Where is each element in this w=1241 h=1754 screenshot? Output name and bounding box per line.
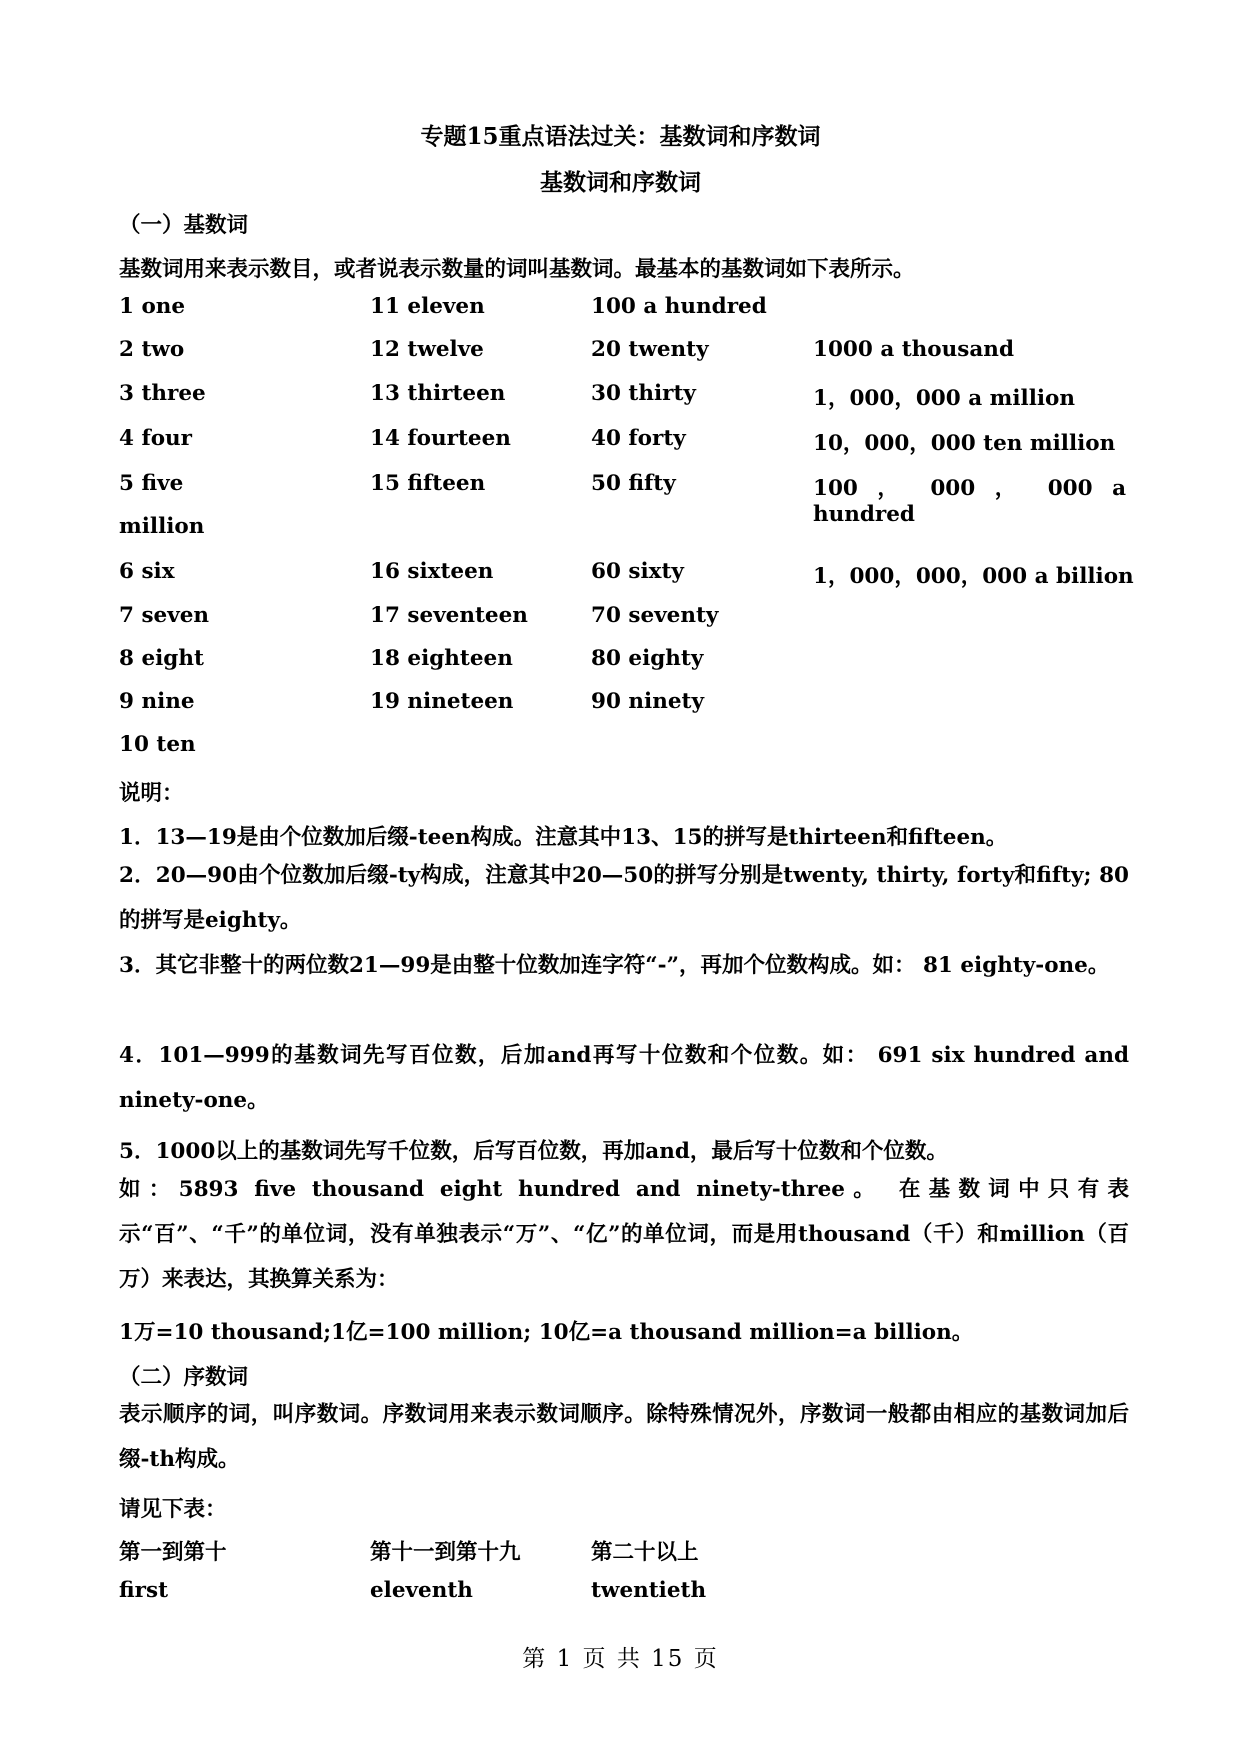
table-cell: 90 ninety — [591, 689, 704, 714]
table-cell: 7 seven — [119, 603, 210, 628]
table-cell: 40 forty — [591, 426, 686, 451]
table-cell: 70 seventy — [591, 603, 719, 628]
note-item: 3．其它非整十的两位数21—99是由整十位数加连字符“-”，再加个位数构成。如： 81 eighty-one。 — [119, 953, 1110, 978]
table-cell: 100 ， 000 ， 000 a hundred — [813, 476, 1126, 527]
table-cell: 15 fifteen — [370, 471, 486, 496]
table-cell: 10 ten — [119, 732, 196, 757]
table-cell: 80 eighty — [591, 646, 704, 671]
table-cell: 11 eleven — [370, 294, 485, 319]
note-item: 如：5893 five thousand eight hundred and ninety-three。 在基数词中只有表示“百”、“千”的单位词，没有单独表示“万”、“亿”的单位词，而是用thousand（千）和million（百万）来表达，其换算关系为： — [119, 1177, 1129, 1292]
table-cell: 30 thirty — [591, 381, 696, 406]
notes-label: 说明： — [119, 781, 184, 806]
table-cell: twentieth — [591, 1578, 707, 1603]
table-cell: eleventh — [370, 1578, 473, 1603]
table-cell: 3 three — [119, 381, 206, 406]
note-item: 2．20—90由个位数加后缀-ty构成，注意其中20—50的拼写分别是twenty, thirty, forty和fifty; 80的拼写是eighty。 — [119, 863, 1129, 933]
note-item: 1．13—19是由个位数加后缀-teen构成。注意其中13、15的拼写是thirteen和fifteen。 — [119, 825, 1008, 850]
table-cell: 10，000，000 ten million — [813, 431, 1116, 456]
section2-intro: 表示顺序的词，叫序数词。序数词用来表示数词顺序。除特殊情况外，序数词一般都由相应的基数词加后缀-th构成。 — [119, 1402, 1129, 1472]
table-cell: 17 seventeen — [370, 603, 528, 628]
table-header: 第一到第十 — [119, 1540, 227, 1565]
table-cell: 19 nineteen — [370, 689, 514, 714]
table-cell: 1 one — [119, 294, 186, 319]
table-cell: 2 two — [119, 337, 185, 362]
table-cell: 5 five — [119, 471, 184, 496]
table-cell: 60 sixty — [591, 559, 684, 584]
table-cell: 50 fifty — [591, 471, 676, 496]
note-item: 4．101—999的基数词先写百位数，后加and再写十位数和个位数。如： 691 six hundred and ninety-one。 — [119, 1043, 1129, 1113]
table-cell: 6 six — [119, 559, 175, 584]
table-cell: 100 a hundred — [591, 294, 767, 319]
table-cell: 16 sixteen — [370, 559, 494, 584]
table-cell-wrap: million — [119, 514, 205, 539]
page-footer: 第 1 页 共 15 页 — [522, 1646, 719, 1672]
page-subtitle: 基数词和序数词 — [540, 169, 701, 196]
table-header: 第十一到第十九 — [370, 1540, 521, 1565]
table-cell: 13 thirteen — [370, 381, 506, 406]
table-cell: 20 twenty — [591, 337, 709, 362]
section2-heading: （二）序数词 — [119, 1365, 249, 1390]
note-item: 1万=10 thousand;1亿=100 million; 10亿=a thousand million=a billion。 — [119, 1320, 974, 1345]
table-cell: 1，000，000 a million — [813, 386, 1076, 411]
page-title: 专题15重点语法过关：基数词和序数词 — [420, 123, 821, 150]
table-cell: 4 four — [119, 426, 192, 451]
table-cell: 14 fourteen — [370, 426, 511, 451]
table-cell: 8 eight — [119, 646, 204, 671]
table-cell: 18 eighteen — [370, 646, 513, 671]
table-cell: 1000 a thousand — [813, 337, 1014, 362]
section1-heading: （一）基数词 — [119, 213, 249, 238]
note-item: 5．1000以上的基数词先写千位数，后写百位数，再加and，最后写十位数和个位数。 — [119, 1139, 948, 1164]
ordinal-table-label: 请见下表： — [119, 1497, 227, 1522]
table-cell: 1，000，000，000 a billion — [813, 564, 1134, 589]
section1-intro: 基数词用来表示数目，或者说表示数量的词叫基数词。最基本的基数词如下表所示。 — [119, 257, 915, 282]
table-cell: 12 twelve — [370, 337, 484, 362]
table-cell: first — [119, 1578, 168, 1603]
table-header: 第二十以上 — [591, 1540, 699, 1565]
table-cell: 9 nine — [119, 689, 195, 714]
